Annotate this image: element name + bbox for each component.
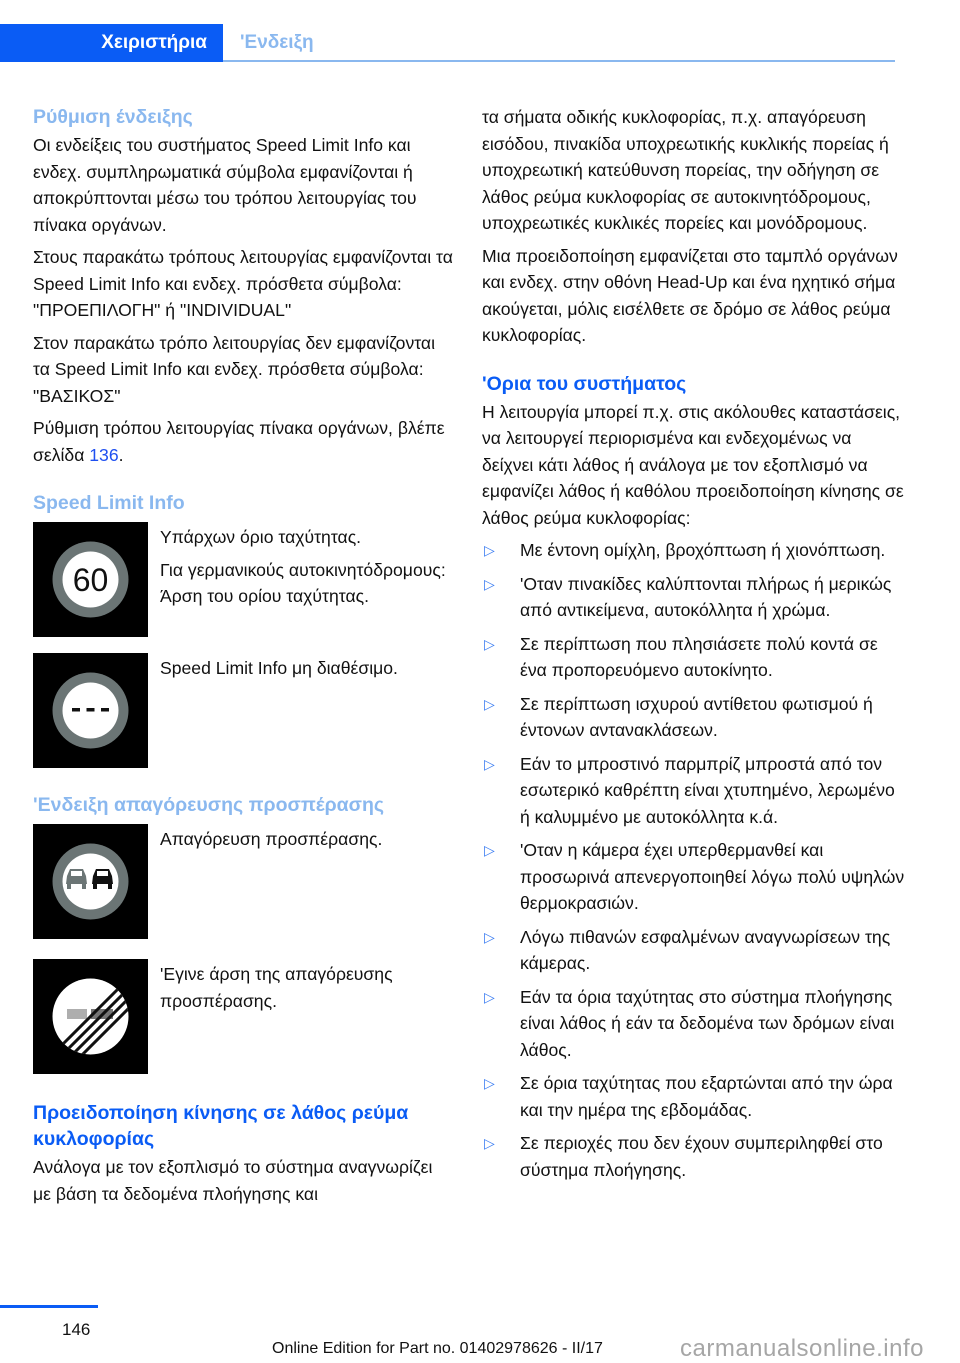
paragraph: Στους παρακάτω τρόπους λειτουργίας εμφανίζονται τα Speed Limit Info και ενδεχ. πρόσθετα σύμβολα: "ΠΡΟΕΠΙΛΟΓΗ" ή "INDIVIDUAL" [33,247,453,320]
triangle-right-icon: ▷ [484,988,495,1005]
sign-description: 'Εγινε άρση της απαγόρευσης προσπέρασης. [160,964,393,1011]
triangle-right-icon: ▷ [484,928,495,945]
sign-entry [33,959,453,1074]
triangle-right-icon: ▷ [484,575,495,592]
list-item-text: Εάν τα όρια ταχύτητας στο σύστημα πλοήγησης είναι λάθος ή εάν τα δεδομένα των δρόμων είναι λάθος. [520,986,895,1060]
heading-wrong-way-warning: Προειδοποίηση κίνησης σε λάθος ρεύμα κυκλοφορίας [33,1102,409,1150]
list-item-text: Σε περιοχές που δεν έχουν συμπεριληφθεί στο σύστημα πλοήγησης. [520,1133,883,1180]
list-item [482,924,907,977]
heading-no-overtaking-display: 'Ενδειξη απαγόρευσης προσπέρασης [33,794,385,816]
paragraph-text: Ρύθμιση τρόπου λειτουργίας πίνακα οργάνων, βλέπε σελίδα [33,418,445,465]
triangle-right-icon: ▷ [484,842,495,858]
page-number: 146 [62,1320,91,1339]
right-column [482,104,907,1190]
list-item-text: Σε περίπτωση ισχυρού αντίθετου φωτισμού ή έντονων αντανακλάσεων. [520,693,873,740]
watermark: carmanualsonline.info [680,1335,924,1362]
heading-system-limits: 'Ορια του συστήματος [482,372,687,395]
chapter-tab-controls[interactable]: Χειριστήρια [0,24,223,62]
paragraph: Στον παρακάτω τρόπο λειτουργίας δεν εμφανίζονται τα Speed Limit Info και ενδεχ. πρόσθετα σύμβολα: "ΒΑΣΙΚΟΣ" [33,332,436,406]
list-item-text: Εάν το μπροστινό παρμπρίζ μπροστά από τον εσωτερικό καθρέπτη είναι χτυπημένο, λερωμένο ή καλυμμένο με αυτοκόλλητα κ.ά. [520,753,895,827]
paragraph [33,415,453,468]
list-item-text: Σε όρια ταχύτητας που εξαρτώνται από την ώρα και την ημέρα της εβδομάδας. [520,1073,893,1120]
page-header [0,24,895,62]
edition-info: Online Edition for Part no. 01402978626 - II/17 [272,1340,603,1357]
left-column [33,104,453,1213]
paragraph: Μια προειδοποίηση εμφανίζεται στο ταμπλό οργάνων και ενδεχ. στην οθόνη Head-Up και ένα ηχητικό σήμα ακούγεται, μόλις εισέλθετε σε δρόμο σε λάθος ρεύμα κυκλοφορίας. [482,245,898,345]
sign-description: Υπάρχων όριο ταχύτητας. [160,527,362,547]
no-overtaking-sign-icon [33,824,148,939]
triangle-right-icon: ▷ [484,695,495,712]
footer-divider [0,1305,98,1308]
speed-limit-60-sign-icon [33,522,148,637]
heading-display-settings: Ρύθμιση ένδειξης [33,106,193,128]
list-item [482,631,907,684]
list-item [482,984,907,1064]
speed-limit-unavailable-sign-icon [33,653,148,768]
list-item [482,751,907,831]
triangle-right-icon: ▷ [484,1135,495,1151]
list-item-text: Λόγω πιθανών εσφαλμένων αναγνωρίσεων της κάμερας. [520,926,891,973]
sign-description: Speed Limit Info μη διαθέσιμο. [160,658,398,678]
list-item [482,837,907,917]
paragraph: τα σήματα οδικής κυκλοφορίας, π.χ. απαγόρευση εισόδου, πινακίδα υποχρεωτικής κυκλικής πορείας ή υποχρεωτική κατεύθυνση πορείας, την οδήγηση σε λάθος ρεύμα κυκλοφορίας σε αυτοκινητόδρομους, υποχρεωτικές κυκλικές πορείες και μονόδρομους. [482,107,889,233]
svg-text:60: 60 [72,562,109,598]
list-item [482,537,907,564]
list-item [482,571,907,624]
sign-entry [33,824,453,939]
sign-entry [33,522,453,637]
list-item [482,1130,907,1183]
list-item-text: 'Οταν πινακίδες καλύπτονται πλήρως ή μερικώς από αντικείμενα, αυτοκόλλητα ή χρώμα. [520,573,892,620]
header-divider [223,60,895,62]
section-tab-display[interactable]: 'Ενδειξη [240,32,314,53]
page-link[interactable]: 136 [89,444,119,465]
limits-list [482,537,907,1183]
heading-speed-limit-info: Speed Limit Info [33,492,185,514]
paragraph: Ανάλογα με τον εξοπλισμό το σύστημα αναγνωρίζει με βάση τα δεδομένα πλοήγησης και [33,1157,433,1204]
list-item-text: 'Οταν η κάμερα έχει υπερθερμανθεί και προσωρινά απενεργοποιηθεί λόγω πολύ υψηλών θερμοκρασιών. [520,840,905,913]
triangle-right-icon: ▷ [484,755,495,772]
paragraph-text: . [118,444,124,465]
sign-entry [33,653,453,768]
list-item-text: Σε περίπτωση που πλησιάσετε πολύ κοντά σε ένα προπορευόμενο αυτοκίνητο. [520,633,878,680]
triangle-right-icon: ▷ [484,635,495,652]
list-item-text: Με έντονη ομίχλη, βροχόπτωση ή χιονόπτωση. [520,540,886,560]
paragraph: Η λειτουργία μπορεί π.χ. στις ακόλουθες καταστάσεις, να λειτουργεί περιορισμένα και ενδεχομένως να δείχνει κάτι λάθος ή ανάλογα με τον εξοπλισμό να εμφανίζει λάθος ή καθόλου προειδοποίηση κίνησης σε λάθος ρεύμα κυκλοφορίας: [482,401,904,528]
triangle-right-icon: ▷ [484,542,495,558]
triangle-right-icon: ▷ [484,1075,495,1091]
sign-description: Απαγόρευση προσπέρασης. [160,829,383,849]
list-item [482,1070,907,1123]
paragraph: Οι ενδείξεις του συστήματος Speed Limit Info και ενδεχ. συμπληρωματικά σύμβολα εμφανίζονται ή αποκρύπτονται μέσω του τρόπου λειτουργίας του πίνακα οργάνων. [33,135,417,235]
end-no-overtaking-sign-icon [33,959,148,1074]
sign-description: Για γερμανικούς αυτοκινητόδρομους: Άρση του ορίου ταχύτητας. [160,559,446,606]
list-item [482,691,907,744]
